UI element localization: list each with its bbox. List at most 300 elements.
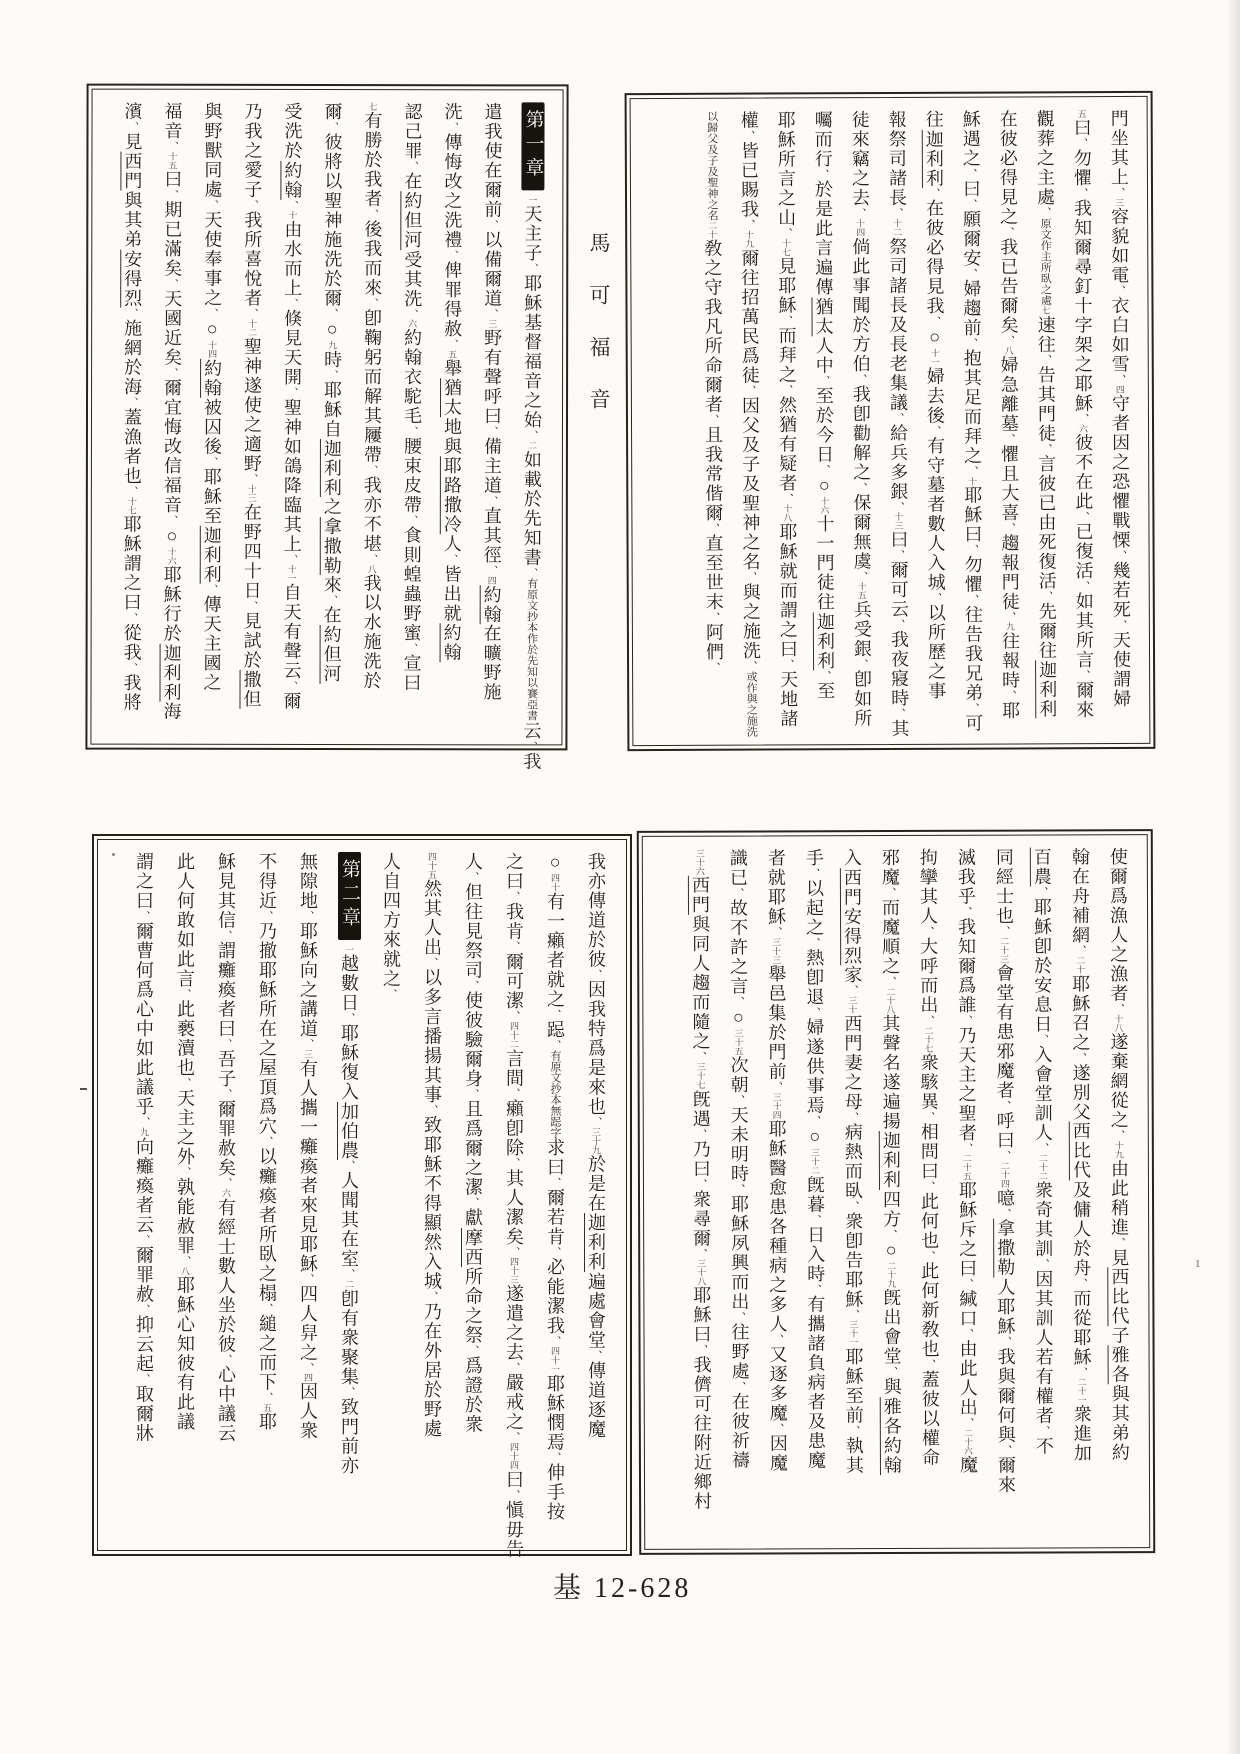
punctuation-mark: 、 bbox=[818, 463, 831, 475]
body-text: 守者因之恐懼戰慄、幾若死、天使謂婦 bbox=[1109, 393, 1132, 709]
punctuation-mark: 、 bbox=[426, 1104, 438, 1116]
punctuation-mark: 、 bbox=[405, 514, 418, 526]
punctuation-mark: 、 bbox=[326, 307, 339, 320]
punctuation-mark: 、 bbox=[508, 1362, 520, 1373]
body-text: 耶穌憫焉、伸手按 bbox=[545, 1373, 565, 1521]
punctuation-mark: 、 bbox=[745, 660, 758, 672]
body-text: 人、皆出就 bbox=[441, 534, 462, 624]
punctuation-mark: 、 bbox=[964, 168, 977, 180]
verse-number-mark: 十 bbox=[967, 476, 978, 486]
body-text: 與其弟約 bbox=[1109, 1384, 1130, 1463]
body-text: 認己罪、在 bbox=[402, 102, 423, 192]
punctuation-mark: 、 bbox=[694, 1178, 707, 1190]
punctuation-mark: 、 bbox=[780, 314, 793, 326]
body-text: 遂棄網從之、 bbox=[1108, 1032, 1129, 1141]
text-column bbox=[947, 848, 987, 1536]
punctuation-mark: 、 bbox=[485, 495, 498, 507]
punctuation-mark: 、 bbox=[245, 473, 258, 485]
body-text: 耶 bbox=[257, 1412, 277, 1432]
text-column bbox=[915, 110, 955, 732]
verse-number-mark: 十九 bbox=[1113, 1140, 1124, 1159]
verse-number-mark: 四十 bbox=[550, 873, 560, 892]
body-text: 時、耶穌自 bbox=[321, 349, 343, 439]
text-column bbox=[511, 102, 552, 771]
body-text: 穌遇之、曰、願爾安、婦趨前、抱其足而拜之、 bbox=[960, 109, 983, 477]
text-column bbox=[575, 852, 616, 1538]
punctuation-mark: 、 bbox=[1037, 1258, 1050, 1270]
punctuation-mark: 、 bbox=[1036, 1142, 1049, 1154]
text-column bbox=[795, 848, 835, 1536]
punctuation-mark: 、 bbox=[891, 207, 904, 219]
body-text: 由水而上、倏見天開、聖神如鴿降臨其上、 bbox=[281, 219, 303, 565]
body-text: 福音、 bbox=[162, 101, 183, 152]
body-text: 聖神遂使之適野、 bbox=[241, 336, 263, 485]
verse-number-mark: 三十一 bbox=[848, 1319, 859, 1347]
punctuation-mark: 、 bbox=[1112, 1129, 1125, 1141]
punctuation-mark: 、 bbox=[302, 1273, 314, 1284]
proper-noun-text: 百農 bbox=[1031, 847, 1052, 887]
punctuation-mark: 、 bbox=[261, 1136, 273, 1147]
punctuation-mark: 、 bbox=[923, 1250, 936, 1262]
punctuation-mark: 、 bbox=[1074, 1051, 1087, 1063]
text-block-top-left-inner bbox=[90, 89, 563, 771]
proper-noun-text: 雅各 bbox=[1109, 1345, 1130, 1385]
body-text: 四方、○ bbox=[880, 1189, 902, 1262]
punctuation-mark: 、 bbox=[220, 1177, 232, 1189]
text-column bbox=[719, 848, 759, 1536]
punctuation-mark: 、 bbox=[485, 564, 498, 576]
punctuation-mark: 、 bbox=[508, 1489, 520, 1500]
verse-number-mark: 四 bbox=[303, 1373, 313, 1382]
punctuation-mark: 、 bbox=[508, 1431, 520, 1443]
punctuation-mark: 、 bbox=[205, 583, 218, 595]
proper-noun-text: 迦利利 bbox=[923, 129, 944, 188]
proper-noun-text: 拿撒勒 bbox=[321, 516, 342, 576]
punctuation-mark: 、 bbox=[590, 1116, 602, 1128]
text-column bbox=[878, 109, 918, 739]
punctuation-mark: 、 bbox=[884, 975, 897, 988]
punctuation-mark: 、 bbox=[467, 1197, 479, 1208]
punctuation-mark: 、 bbox=[1075, 187, 1089, 199]
verse-number-mark: 三十四 bbox=[771, 1092, 782, 1120]
body-text: 有人攜一癱瘓者來見耶穌、四人舁之、 bbox=[298, 1058, 318, 1373]
punctuation-mark: 、 bbox=[998, 925, 1011, 937]
punctuation-mark: 、 bbox=[206, 307, 219, 319]
verse-number-mark: 二十 bbox=[1075, 955, 1086, 974]
punctuation-mark: 、 bbox=[846, 984, 859, 996]
punctuation-mark: 、 bbox=[285, 679, 298, 691]
body-text: 穌見其信、謂癱瘓者曰、吾子、爾罪赦矣、 bbox=[216, 852, 236, 1189]
punctuation-mark: 、 bbox=[694, 1051, 707, 1063]
punctuation-mark: 、 bbox=[179, 1077, 191, 1089]
punctuation-mark: 、 bbox=[426, 1291, 438, 1302]
body-text: 受洗於 bbox=[282, 101, 303, 161]
punctuation-mark: 、 bbox=[590, 1349, 602, 1361]
proper-noun-text: 迦利利 bbox=[586, 1213, 606, 1272]
punctuation-mark: 、 bbox=[965, 198, 978, 210]
punctuation-mark: 、 bbox=[549, 1246, 561, 1258]
punctuation-mark: 、 bbox=[1037, 1425, 1050, 1437]
proper-noun-text: 迦利利 bbox=[321, 438, 342, 498]
verse-number-mark: 十五 bbox=[167, 151, 178, 170]
punctuation-mark: 、 bbox=[732, 996, 745, 1008]
verse-number-mark: 七 bbox=[1040, 305, 1051, 315]
punctuation-mark: 、 bbox=[893, 707, 906, 719]
punctuation-mark: 、 bbox=[166, 278, 179, 290]
body-text: 滅我乎、我知爾爲誰、乃天主之聖者、 bbox=[955, 847, 977, 1154]
punctuation-mark: 、 bbox=[960, 1014, 973, 1026]
body-text: 耶穌曰、勿懼、往告我兄弟、可 bbox=[962, 485, 984, 734]
body-text: 、施網於海、蓋漁者也、 bbox=[121, 307, 143, 497]
text-column bbox=[246, 852, 287, 1538]
punctuation-mark: 、 bbox=[125, 612, 138, 624]
punctuation-mark: 、 bbox=[817, 374, 830, 386]
text-column bbox=[271, 102, 312, 732]
text-column bbox=[391, 102, 432, 732]
body-text: 及傭人於舟、而從耶穌、 bbox=[1070, 1179, 1092, 1378]
punctuation-mark: 、 bbox=[808, 937, 821, 949]
verse-number-mark: 五 bbox=[262, 1403, 272, 1412]
verse-number-mark: 四十一 bbox=[550, 1346, 560, 1374]
punctuation-mark: 、 bbox=[486, 308, 499, 320]
proper-noun-text: 拿撒勒 bbox=[995, 1218, 1016, 1278]
punctuation-mark: 、 bbox=[549, 1039, 561, 1050]
punctuation-mark: 、 bbox=[366, 297, 379, 309]
punctuation-mark: 、 bbox=[302, 1362, 314, 1373]
punctuation-mark: 、 bbox=[733, 1311, 746, 1323]
text-column bbox=[730, 110, 770, 738]
body-text: 門坐其上、 bbox=[1108, 108, 1129, 199]
punctuation-mark: 、 bbox=[960, 1142, 973, 1154]
body-text: 翰在舟補網、 bbox=[1069, 847, 1091, 956]
punctuation-mark: 、 bbox=[998, 1150, 1011, 1162]
body-text: 有一癩者就之、跽、 bbox=[545, 891, 565, 1050]
verse-number-mark: 二十四 bbox=[999, 1161, 1010, 1189]
body-text: 彼不在此、已復活、如其所言、爾來 bbox=[1073, 433, 1095, 720]
punctuation-mark: 、 bbox=[923, 1358, 936, 1370]
verse-number-mark: 十九 bbox=[744, 230, 755, 249]
punctuation-mark: 、 bbox=[780, 227, 793, 239]
verse-number-mark: 十八 bbox=[1113, 1014, 1124, 1033]
punctuation-mark: 、 bbox=[1039, 206, 1052, 218]
punctuation-mark: 、 bbox=[770, 1081, 783, 1093]
punctuation-mark: 、 bbox=[508, 1246, 520, 1257]
body-text: 曰、愼毋告 bbox=[504, 1469, 524, 1559]
punctuation-mark: 、 bbox=[406, 160, 419, 172]
punctuation-mark: 、 bbox=[138, 1373, 150, 1384]
punctuation-mark: 、 bbox=[1076, 413, 1090, 425]
body-text: 其聲名遂遍揚 bbox=[880, 1013, 901, 1132]
punctuation-mark: 、 bbox=[744, 571, 757, 583]
punctuation-mark: 、 bbox=[426, 957, 438, 968]
punctuation-mark: 、 bbox=[928, 315, 941, 327]
punctuation-mark: 、 bbox=[166, 189, 179, 201]
punctuation-mark: 、 bbox=[1075, 1366, 1088, 1378]
punctuation-mark: 、 bbox=[695, 1247, 708, 1259]
body-text: 自天有聲云、爾 bbox=[281, 582, 302, 711]
verse-number-mark: 十三 bbox=[893, 511, 904, 530]
body-text: 魔 bbox=[957, 1455, 978, 1475]
text-column bbox=[1061, 847, 1101, 1535]
body-text: 爾往招萬民爲徒、因父及子及聖神之名、與之施洗、 bbox=[739, 248, 762, 672]
punctuation-mark: 、 bbox=[1036, 1033, 1049, 1046]
punctuation-mark: 、 bbox=[166, 367, 179, 379]
punctuation-mark: 、 bbox=[929, 424, 942, 436]
text-block-top-right-inner bbox=[630, 96, 1151, 746]
proper-noun-text: 約但河 bbox=[402, 191, 423, 250]
punctuation-mark: 、 bbox=[1075, 137, 1088, 149]
verse-number-mark: 三 bbox=[303, 1049, 313, 1059]
verse-number-mark: 二十九 bbox=[886, 1260, 897, 1289]
verse-number-mark: 六 bbox=[1078, 424, 1089, 434]
punctuation-mark: 、 bbox=[526, 262, 539, 274]
proper-noun-text: 猶太 bbox=[813, 296, 834, 336]
punctuation-mark: 、 bbox=[126, 307, 139, 319]
punctuation-mark: 、 bbox=[138, 910, 150, 922]
punctuation-mark: 、 bbox=[1003, 521, 1016, 534]
punctuation-mark: 、 bbox=[892, 500, 905, 512]
punctuation-mark: 、 bbox=[1040, 442, 1053, 454]
punctuation-mark: 、 bbox=[165, 514, 178, 526]
body-text: 所命之祭、爲證於衆 bbox=[463, 1266, 483, 1434]
verse-number-mark: 二十六 bbox=[962, 1428, 973, 1456]
proper-noun-text: 加伯農 bbox=[339, 1101, 359, 1160]
verse-number-mark: 二十二 bbox=[1037, 1153, 1048, 1181]
punctuation-mark: 、 bbox=[126, 396, 139, 408]
body-text: 見耶穌、而拜之、然猶有疑者、 bbox=[776, 256, 798, 504]
punctuation-mark: 、 bbox=[1002, 226, 1015, 238]
punctuation-mark: 、 bbox=[325, 594, 338, 606]
text-column bbox=[123, 852, 164, 1538]
verse-number-mark: 三 bbox=[487, 319, 498, 329]
verse-number-mark: 三十 bbox=[847, 995, 858, 1014]
punctuation-mark: 、 bbox=[808, 1006, 821, 1018]
verse-number-mark: 十四 bbox=[855, 218, 866, 237]
body-text: 有經士數人坐於彼、心中議云 bbox=[216, 1197, 236, 1443]
body-text: 耶穌至前、執其 bbox=[843, 1346, 864, 1475]
punctuation-mark: 、 bbox=[819, 670, 832, 682]
proper-noun-text: 迦利利 bbox=[201, 525, 222, 584]
punctuation-mark: 、 bbox=[965, 337, 978, 349]
text-column bbox=[985, 848, 1025, 1536]
body-text: 旣遇、乃曰、衆尋爾、 bbox=[690, 1089, 712, 1259]
punctuation-mark: 、 bbox=[286, 297, 299, 309]
body-text: 旣出會堂、與 bbox=[881, 1287, 902, 1397]
body-text: 耶穌行於 bbox=[161, 565, 182, 644]
verse-number-mark: 三十三 bbox=[771, 937, 782, 965]
body-text: 、傳天主國之 bbox=[201, 583, 222, 693]
punctuation-mark: 、 bbox=[855, 481, 868, 493]
punctuation-mark: 、 bbox=[525, 429, 538, 441]
body-text: 徒來竊之去、 bbox=[849, 110, 871, 219]
punctuation-mark: 、 bbox=[286, 199, 299, 211]
body-text: 耶穌謂之曰、從我、我將 bbox=[121, 514, 142, 713]
punctuation-mark: 、 bbox=[694, 1128, 707, 1140]
verse-number-mark: 五 bbox=[447, 349, 458, 359]
text-block-top-right bbox=[625, 91, 1156, 751]
body-text: 子 bbox=[1109, 1325, 1130, 1346]
punctuation-mark: 、 bbox=[220, 1353, 232, 1365]
punctuation-mark: 、 bbox=[885, 1365, 898, 1378]
verse-number-mark: 一 bbox=[527, 195, 538, 205]
punctuation-mark: 、 bbox=[343, 1268, 355, 1280]
text-column bbox=[534, 852, 575, 1538]
verse-number-mark: 三十八 bbox=[696, 1258, 707, 1286]
text-column bbox=[111, 102, 152, 732]
proper-noun-text: 雅各約翰 bbox=[881, 1396, 902, 1475]
body-text: 有勝於我者、後我而來、卽鞠躬而解其屨帶、我亦不堪、 bbox=[361, 111, 383, 565]
body-text: 與野獸同處、天使奉事之、○ bbox=[202, 101, 223, 341]
punctuation-mark: 、 bbox=[245, 599, 258, 611]
punctuation-mark: 、 bbox=[1002, 334, 1015, 347]
body-text: 濱、見 bbox=[122, 101, 143, 152]
punctuation-mark: 、 bbox=[1114, 549, 1127, 562]
body-text: 天主子、耶穌基督福音之始、 bbox=[521, 204, 543, 441]
punctuation-mark: 、 bbox=[508, 891, 520, 902]
punctuation-mark: 、 bbox=[302, 910, 314, 922]
body-text: 噫、 bbox=[994, 1188, 1016, 1219]
body-text: 海 bbox=[161, 701, 182, 722]
verse-number-mark: 二十 bbox=[707, 220, 718, 239]
proper-noun-text: 西門安得烈 bbox=[841, 867, 863, 966]
text-column bbox=[287, 852, 328, 1538]
punctuation-mark: 、 bbox=[922, 1180, 935, 1192]
scan-speck-dot bbox=[112, 853, 115, 856]
punctuation-mark: 、 bbox=[125, 485, 138, 497]
text-column bbox=[693, 111, 733, 733]
punctuation-mark: 、 bbox=[966, 544, 979, 556]
punctuation-mark: 、 bbox=[1113, 284, 1126, 297]
verse-number-mark: 十一 bbox=[286, 564, 297, 583]
verse-number-mark: 三十六 bbox=[694, 848, 705, 876]
body-text: 、耶穌卽於安息日、入會堂訓人、 bbox=[1031, 886, 1053, 1154]
body-text: 兵受銀、卽如所 bbox=[851, 599, 873, 728]
punctuation-mark: 、 bbox=[508, 1157, 520, 1168]
body-text: 來、在 bbox=[321, 574, 342, 626]
body-text: 與其弟 bbox=[122, 190, 143, 250]
verse-number-mark: 十二 bbox=[247, 318, 258, 337]
punctuation-mark: 、 bbox=[1112, 186, 1126, 199]
punctuation-mark: 、 bbox=[809, 1283, 822, 1295]
punctuation-mark: 、 bbox=[770, 926, 783, 938]
chapter-heading: 第一章 bbox=[521, 102, 544, 190]
punctuation-mark: 、 bbox=[892, 549, 905, 561]
punctuation-mark: 、 bbox=[508, 941, 520, 952]
text-column bbox=[1100, 109, 1140, 731]
punctuation-mark: 、 bbox=[1040, 590, 1053, 602]
punctuation-mark: 、 bbox=[365, 464, 378, 476]
punctuation-mark: 、 bbox=[967, 702, 980, 714]
punctuation-mark: 、 bbox=[467, 871, 479, 883]
body-text: 耶穌召之、遂別父 bbox=[1070, 973, 1091, 1122]
punctuation-mark: 、 bbox=[179, 1255, 191, 1267]
body-text: 西門妻之母、病熱而臥、衆卽告耶穌、 bbox=[842, 1013, 864, 1320]
punctuation-mark: 、 bbox=[780, 384, 793, 396]
punctuation-mark: 、 bbox=[854, 207, 867, 219]
verse-number-mark: 二十五 bbox=[961, 1153, 972, 1181]
body-text: 曰、爾可云、我夜寢時、其 bbox=[888, 529, 910, 739]
verse-number-mark: 十七 bbox=[126, 496, 137, 515]
verse-number-mark: 四 bbox=[486, 575, 497, 585]
punctuation-mark: 、 bbox=[742, 130, 755, 142]
punctuation-mark: 、 bbox=[508, 1010, 520, 1022]
punctuation-mark: 、 bbox=[446, 338, 459, 350]
punctuation-mark: 、 bbox=[138, 1303, 150, 1315]
body-text: 耶穌就而謂之曰、天地諸 bbox=[777, 521, 799, 728]
body-text: 衆進加 bbox=[1071, 1404, 1092, 1463]
punctuation-mark: 、 bbox=[807, 867, 820, 879]
punctuation-mark: 、 bbox=[856, 658, 869, 670]
punctuation-mark: 、 bbox=[138, 1116, 150, 1128]
text-column bbox=[1026, 109, 1066, 731]
punctuation-mark: 、 bbox=[467, 980, 479, 991]
body-text: 於是在 bbox=[586, 1154, 606, 1213]
body-text: 婦去後、有守墓者數人入城、以所歷之事 bbox=[924, 366, 947, 701]
punctuation-mark: 、 bbox=[966, 594, 979, 606]
body-text: 遍處會堂、傳道逐魔 bbox=[586, 1271, 606, 1439]
body-text: 我亦傳道於彼、因我特爲是來也、 bbox=[586, 852, 606, 1128]
text-column bbox=[952, 110, 992, 732]
verse-number-mark: 十二 bbox=[892, 218, 903, 237]
punctuation-mark: 、 bbox=[1077, 511, 1090, 523]
verse-number-mark: 六 bbox=[407, 319, 418, 329]
body-text: 婦急離墓、懼且大喜、趨報門徒、 bbox=[998, 354, 1020, 623]
punctuation-mark: 、 bbox=[326, 121, 339, 133]
verse-number-mark: 三 bbox=[1114, 197, 1125, 208]
punctuation-mark: 、 bbox=[1113, 1236, 1126, 1248]
punctuation-mark: 、 bbox=[922, 1111, 935, 1123]
punctuation-mark: 、 bbox=[445, 553, 458, 565]
verse-number-mark: 六 bbox=[221, 1188, 231, 1198]
text-column bbox=[231, 102, 272, 732]
body-text: 十一門徒往 bbox=[814, 514, 835, 612]
body-text: 耶穌斥之曰、緘口、由此人出、 bbox=[956, 1180, 978, 1429]
body-text: 爾、彼將以聖神施洗於爾、○ bbox=[322, 101, 343, 341]
text-column bbox=[841, 110, 881, 732]
punctuation-mark: 、 bbox=[743, 219, 756, 231]
proper-noun-text: 西門 bbox=[122, 151, 143, 191]
text-column bbox=[191, 102, 232, 732]
punctuation-mark: 、 bbox=[999, 1444, 1012, 1456]
body-text: 不得近、乃撤耶穌所在之屋頂爲穴、以癱瘓者所臥之榻、縋之而下、 bbox=[257, 852, 277, 1403]
punctuation-mark: 、 bbox=[246, 199, 259, 211]
interlinear-note: 原文作主所臥之處 bbox=[1039, 217, 1052, 306]
page-number-label: 基 12-628 bbox=[553, 1573, 692, 1604]
verse-number-mark: 七 bbox=[367, 102, 378, 112]
punctuation-mark: 、 bbox=[1113, 373, 1126, 386]
body-text: 在曠野施 bbox=[481, 623, 502, 702]
punctuation-mark: 、 bbox=[1114, 619, 1127, 631]
scan-edge-shadow bbox=[1226, 0, 1240, 1754]
punctuation-mark: 、 bbox=[732, 1094, 745, 1106]
punctuation-mark: 、 bbox=[732, 1183, 746, 1195]
interlinear-note: 以歸父及子及聖神之名 bbox=[705, 110, 719, 221]
punctuation-mark: 、 bbox=[961, 1278, 974, 1290]
punctuation-mark: 、 bbox=[1003, 432, 1016, 445]
body-text: 拘攣其人、大呼而出、 bbox=[917, 847, 939, 1026]
body-text: 曰、勿懼、我知爾尋釘十字架之耶穌、 bbox=[1071, 118, 1093, 425]
proper-noun-text: 西比代 bbox=[1070, 1121, 1091, 1180]
body-text: 越數日、耶穌復入 bbox=[339, 954, 359, 1102]
punctuation-mark: 、 bbox=[179, 988, 191, 1000]
proper-noun-text: 約翰 bbox=[441, 623, 462, 663]
punctuation-mark: 、 bbox=[246, 307, 259, 319]
punctuation-mark: 、 bbox=[1078, 669, 1091, 681]
verse-number-mark: 八 bbox=[180, 1266, 190, 1276]
text-column bbox=[989, 109, 1029, 731]
body-text: 舉 bbox=[442, 358, 463, 379]
punctuation-mark: 、 bbox=[1003, 610, 1016, 623]
